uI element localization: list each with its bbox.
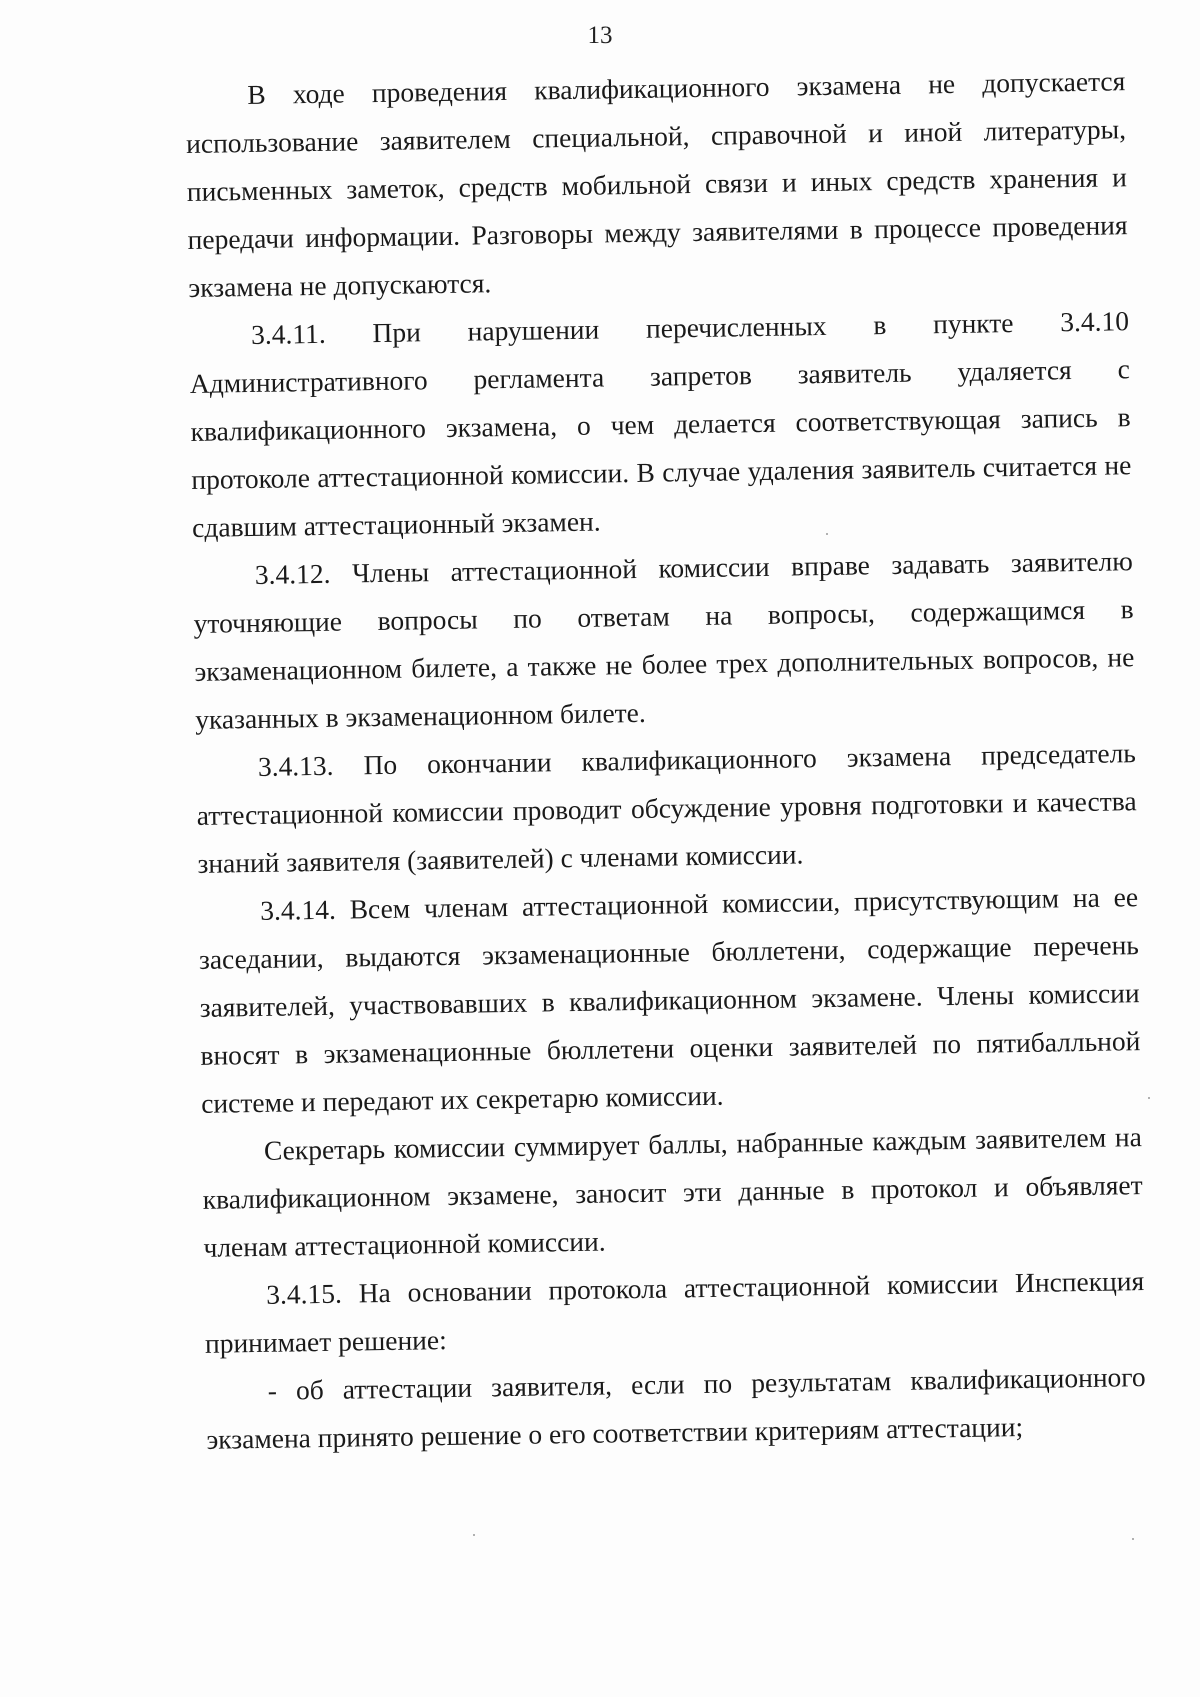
paragraph-3-4-13: 3.4.13. По окончании квалификационного экзамена председатель аттестационной комиссии проводит обсуждение уровня подготовки и качества знаний заявителя (заявителей) с членами комиссии.	[196, 737, 1137, 879]
paragraph-3-4-11: 3.4.11. При нарушении перечисленных в пункте 3.4.10 Административного регламента запретов заявитель удаляется с квалификационного экзамена, о чем делается соответствующая запись в протоколе аттестационной комиссии. В случае удаления заявитель считается не сдавшим аттестационный экзамен.	[189, 305, 1132, 543]
scan-speck	[473, 1534, 475, 1536]
page-number: 13	[587, 22, 613, 49]
scan-speck	[1132, 1538, 1134, 1540]
paragraph-attestation-item: - об аттестации заявителя, если по результатам квалификационного экзамена принято решение о его соответствии критериям аттестации;	[206, 1361, 1146, 1455]
paragraph-3-4-14: 3.4.14. Всем членам аттестационной комиссии, присутствующим на ее заседании, выдаются экзаменационные бюллетени, содержащие перечень заявителей, участвовавших в квалификационном экзамене. Члены комиссии вносят в экзаменационные бюллетени оценки заявителей по пятибалльной системе и передают их секретарю комиссии.	[198, 881, 1141, 1119]
paragraph-3-4-15: 3.4.15. На основании протокола аттестационной комиссии Инспекция принимает решение:	[204, 1265, 1145, 1359]
scan-speck	[1148, 1097, 1150, 1099]
paragraph-3-4-12: 3.4.12. Члены аттестационной комиссии вправе задавать заявителю уточняющие вопросы по ответам на вопросы, содержащимся в экзаменационном билете, а также не более трех дополнительных вопросов, не указанных в экзаменационном билете.	[193, 545, 1135, 735]
paragraph-secretary: Секретарь комиссии суммирует баллы, набранные каждым заявителем на квалификационном экзамене, заносит эти данные в протокол и объявляет членам аттестационной комиссии.	[202, 1121, 1143, 1263]
scan-speck	[826, 533, 828, 535]
paragraph-exam-rules: В ходе проведения квалификационного экзамена не допускается использование заявителем специальной, справочной и иной литературы, письменных заметок, средств мобильной связи и иных средств хранения и передачи информации. Разговоры между заявителями в процессе проведения экзамена не допускаются.	[185, 65, 1128, 303]
document-body	[185, 57, 1147, 1464]
